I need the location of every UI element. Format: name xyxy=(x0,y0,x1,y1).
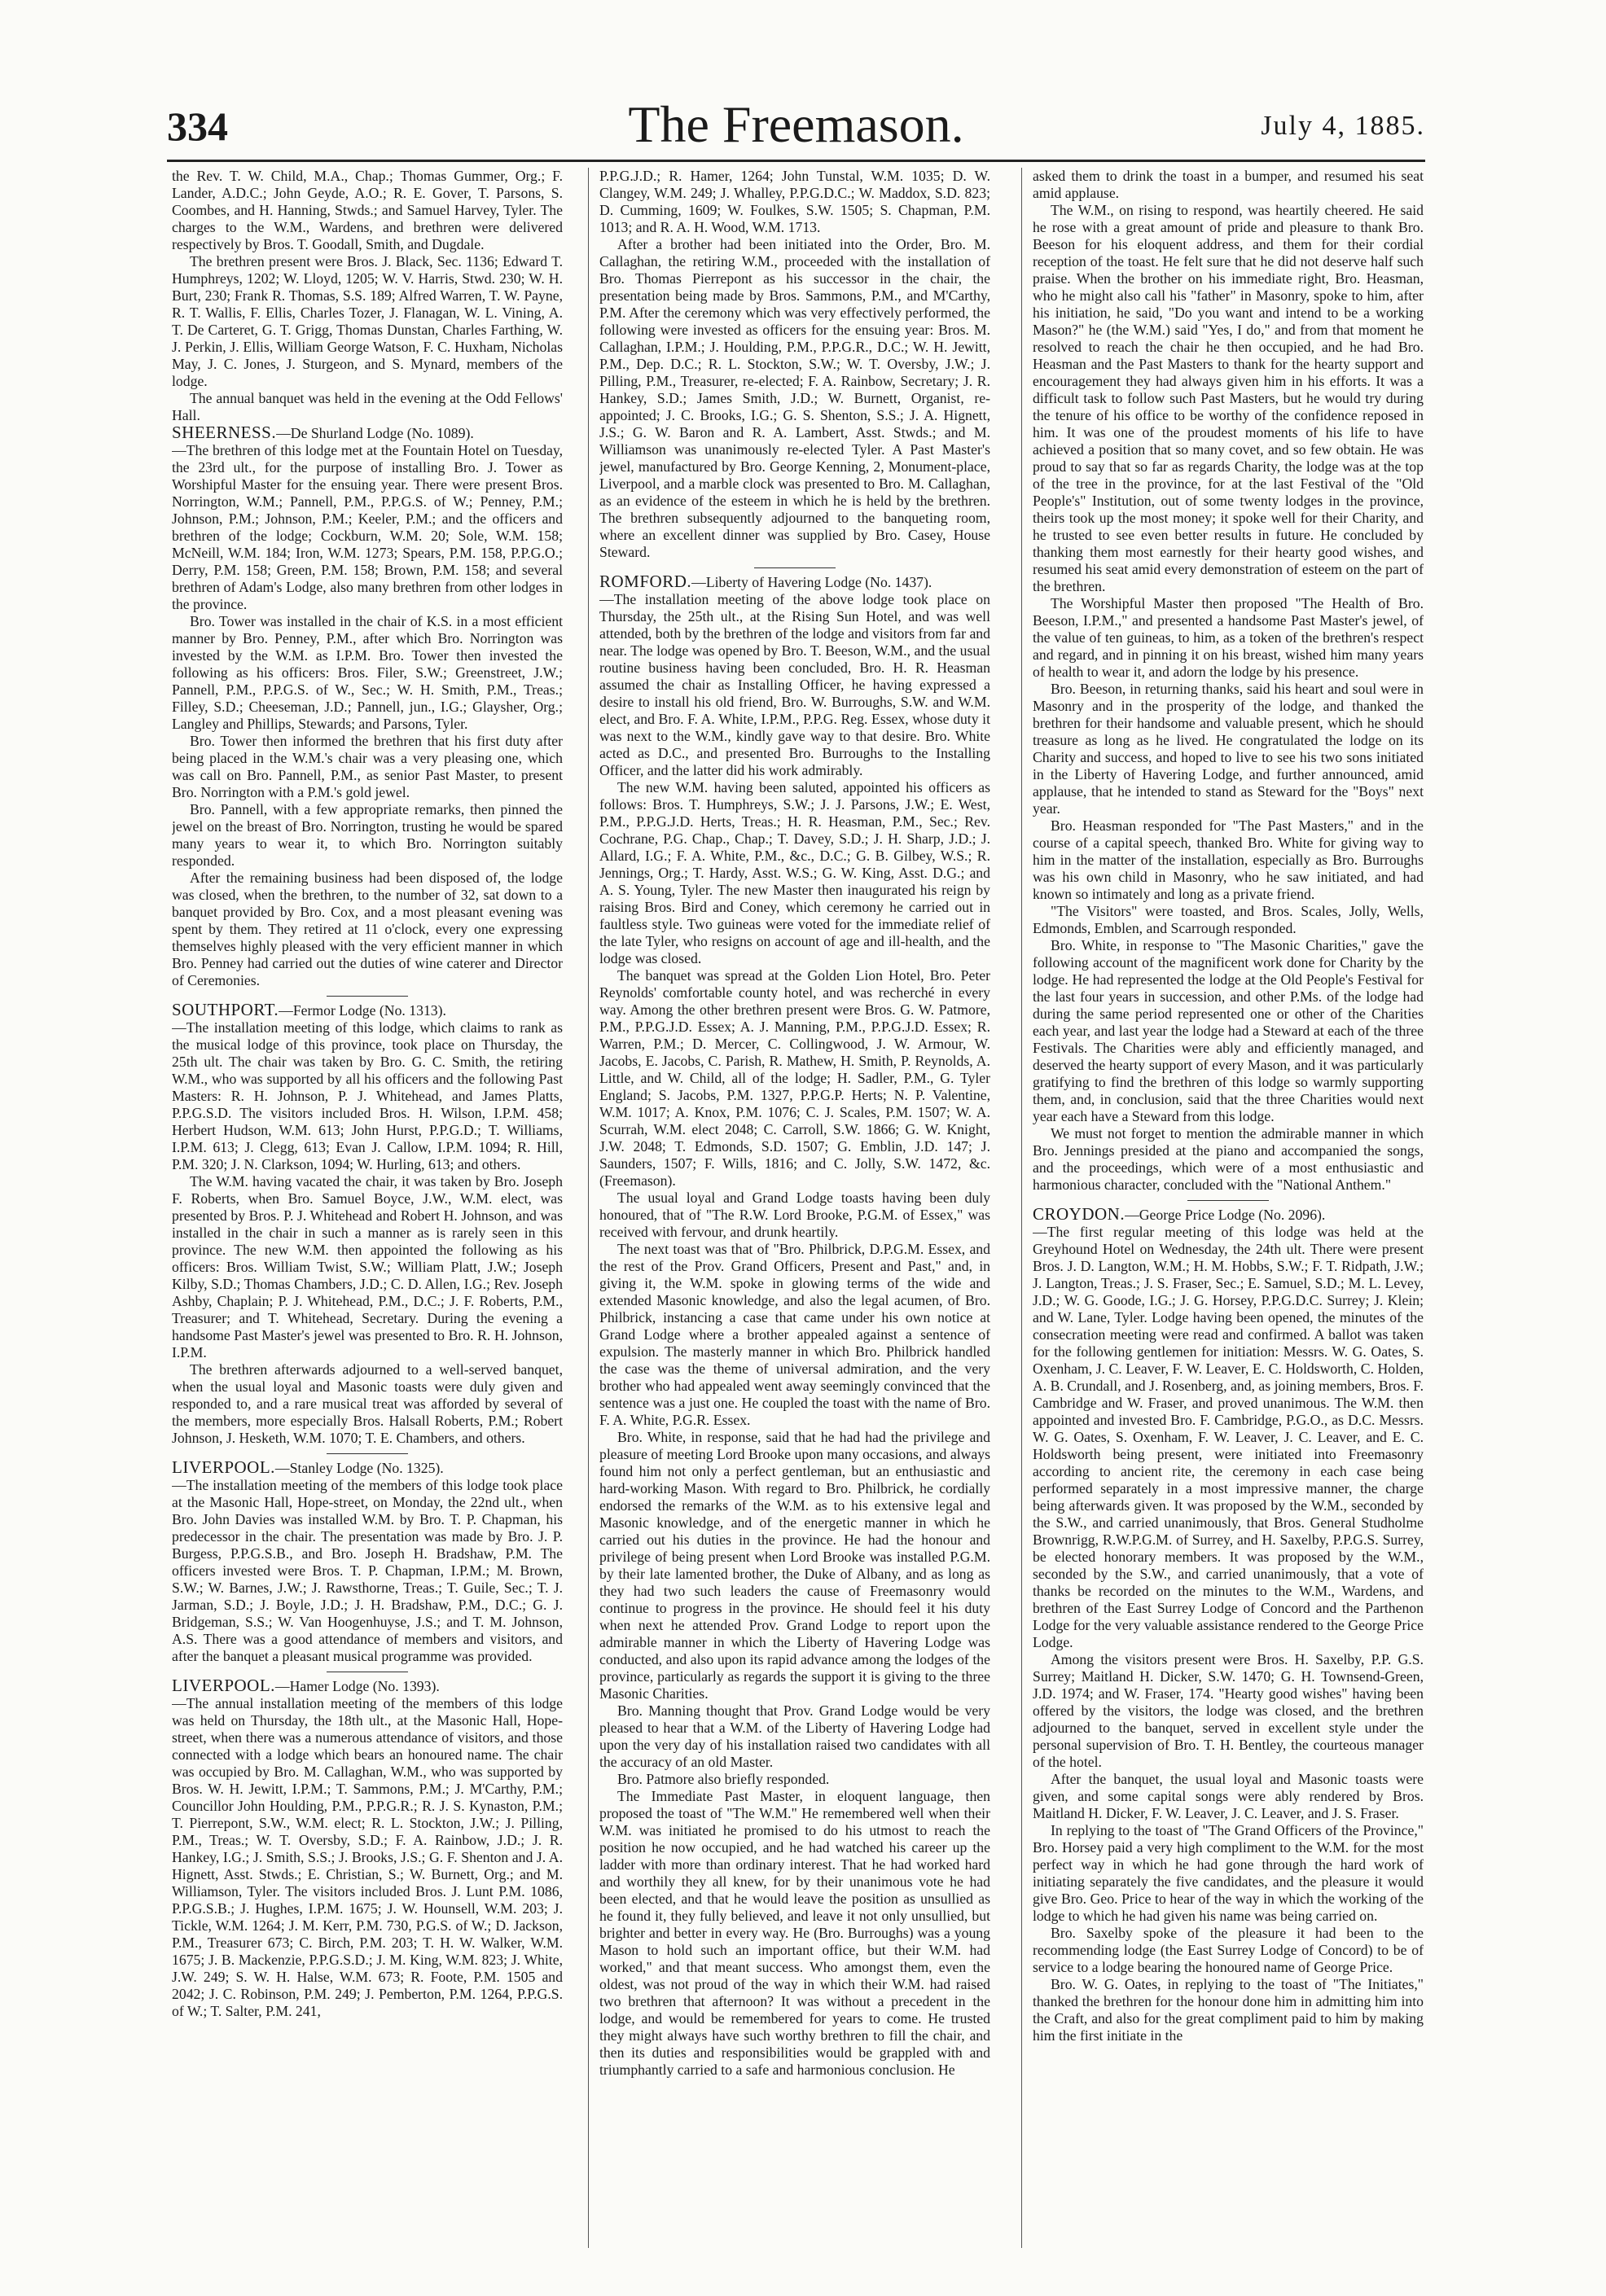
heading-lodge: —Liberty of Havering Lodge (No. 1437). xyxy=(691,574,932,590)
heading-lodge: —De Shurland Lodge (No. 1089). xyxy=(276,425,474,441)
newspaper-title: The Freemason. xyxy=(628,95,964,153)
article-paragraph: The W.M. having vacated the chair, it was taken by Bro. Joseph F. Roberts, when Bro. Samuel Boyce, J.W., W.M. elect, was presented by Bros. P. J. Whitehead and Robert H. Johnson, and was installed in the chair in such a manner as is rarely seen in this province. The new W.M. then appointed the following as his officers: Bros. William Twist, S.W.; William Platt, J.W.; Joseph Kilby, S.D.; Thomas Chambers, J.D.; C. D. Allen, I.G.; Rev. Joseph Ashby, Chaplain; P. J. Whitehead, P.M., D.C.; J. F. Roberts, P.M., Treasurer; and T. Whitehead, Secretary. During the evening a handsome Past Master's jewel was presented to Bro. R. H. Johnson, I.P.M. xyxy=(172,1173,563,1361)
lodge-report-heading xyxy=(1033,1206,1424,1224)
lodge-report-heading xyxy=(172,1459,563,1477)
article-paragraph: Bro. Patmore also briefly responded. xyxy=(617,1771,830,1787)
article-paragraph: The brethren present were Bros. J. Black, Sec. 1136; Edward T. Humphreys, 1202; W. Lloyd, 1205; W. V. Harris, Stwd. 230; W. H. Burt, 230; Frank R. Thomas, S.S. 189; Alfred Warren, T. W. Payne, R. T. Wallis, F. Ellis, Charles Tozer, J. Flanagan, W. L. Vining, A. T. De Carteret, G. T. Grigg, Thomas Dunstan, Charles Farthing, W. J. Perkin, J. Ellis, William George Watson, F. C. Huxham, Nicholas May, J. C. Jones, J. Sturgeon, and S. Mynard, members of the lodge. xyxy=(172,253,563,389)
article-paragraph: Bro. Saxelby spoke of the pleasure it had been to the recommending lodge (the East Surrey Lodge of Concord) to be of service to a lodge bearing the honoured name of George Price. xyxy=(1033,1925,1424,1975)
heading-town: LIVERPOOL. xyxy=(172,1676,275,1695)
article-paragraph: Bro. W. G. Oates, in replying to the toast of "The Initiates," thanked the brethren for the honour done him in admitting him into the Craft, and also for the great compliment paid to him by making him the first initiate in the xyxy=(1033,1976,1424,2044)
heading-town: SOUTHPORT. xyxy=(172,1000,279,1019)
issue-date: July 4, 1885. xyxy=(1261,111,1425,141)
article-paragraph: The annual banquet was held in the evening at the Odd Fellows' Hall. xyxy=(172,390,563,423)
lodge-report-heading xyxy=(172,1001,563,1019)
column-middle xyxy=(599,168,990,2252)
article-paragraph: Bro. Pannell, with a few appropriate remarks, then pinned the jewel on the breast of Bro. Norrington, trusting he would be spared many years to wear it, to which Bro. Norrington suitably responded. xyxy=(172,801,563,869)
article-paragraph: Bro. Beeson, in returning thanks, said his heart and soul were in Masonry and in the prosperity of the lodge, and thanked the brethren for their handsome and valuable present, which he should treasure as long as he lived. He congratulated the lodge on its Charity and success, and hoped to live to see his two sons initiated in the Liberty of Havering Lodge, and further announced, amid applause, that he intended to stand as Steward for the "Boys" next year. xyxy=(1033,681,1424,817)
article-paragraph: After the remaining business had been disposed of, the lodge was closed, when the brethren, to the number of 32, sat down to a banquet provided by Bro. Cox, and a most pleasant evening was spent by them. They retired at 11 o'clock, every one expressing themselves highly pleased with the very efficient manner in which Bro. Penney had carried out the duties of wine caterer and Director of Ceremonies. xyxy=(172,870,563,988)
article-paragraph: We must not forget to mention the admirable manner in which Bro. Jennings presided at the piano and accompanied the songs, and the proceedings, which were of a most enthusiastic and harmonious character, concluded with the "National Anthem." xyxy=(1033,1125,1424,1193)
article-paragraph: "The Visitors" were toasted, and Bros. Scales, Jolly, Wells, Edmonds, Emblen, and Scarrough responded. xyxy=(1033,903,1424,936)
heading-lodge: —Stanley Lodge (No. 1325). xyxy=(274,1460,444,1476)
column-divider xyxy=(1021,168,1022,2248)
article-paragraph: —The annual installation meeting of the members of this lodge was held on Thursday, the 18th ult., at the Masonic Hall, Hope-street, when there was a numerous attendance of visitors, and those connected with a lodge which bears an honoured name. The chair was occupied by Bro. M. Callaghan, W.M., who was supported by Bros. W. H. Jewitt, I.P.M.; T. Sammons, P.M.; J. M'Carthy, P.M.; Councillor John Houlding, P.M., P.P.G.R.; R. J. S. Kynaston, P.M.; T. Pierrepont, S.W., W.M. elect; R. L. Stockton, J.W.; J. Pilling, P.M., Treas.; W. T. Oversby, S.D.; F. A. Rainbow, J.D.; J. R. Hankey, I.G.; J. Smith, S.S.; J. Brooks, J.S.; G. F. Shenton and J. A. Hignett, Asst. Stwds.; E. Christian, S.; W. Burnett, Org.; and M. Williamson, Tyler. The visitors included Bros. J. Lunt P.M. 1086, P.P.G.S.B.; J. Hughes, I.P.M. 1675; J. W. Hounsell, W.M. 203; J. Tickle, W.M. 1264; J. M. Kerr, P.M. 730, P.G.S. of W.; D. Jackson, P.M., Treasurer 673; C. Birch, P.M. 203; T. H. W. Walker, W.M. 1675; J. B. Mackenzie, P.P.G.S.D.; J. M. King, W.M. 823; J. White, J.W. 249; S. W. H. Halse, W.M. 673; R. Foote, P.M. 1505 and 2042; J. C. Robinson, P.M. 249; J. Pemberton, P.M. 1264, P.P.G.S. of W.; T. Salter, P.M. 241, xyxy=(172,1695,563,2019)
lodge-report-heading xyxy=(599,573,990,591)
article-paragraph: Bro. White, in response, said that he had had the privilege and pleasure of meeting Lord Brooke upon many occasions, and always found him not only a perfect gentleman, but an enthusiastic and hard-working Mason. With regard to Bro. Philbrick, he cordially endorsed the remarks of the W.M. as to his extensive legal and Masonic knowledge, and of the energetic manner in which he carried out his duties in the province. He had the honour and privilege of being present when Lord Brooke was installed P.G.M. by their late lamented brother, the Duke of Albany, and as long as they had two such leaders the cause of Freemasonry would continue to progress in the province. He should feel it his duty when next he attended Prov. Grand Lodge to report upon the admirable manner in which the Liberty of Havering Lodge was conducted, and also upon its rapid advance among the lodges of the province, particularly as regards the support it is giving to the three Masonic Charities. xyxy=(599,1429,990,1702)
column-right xyxy=(1033,168,1424,2252)
article-paragraph: the Rev. T. W. Child, M.A., Chap.; Thomas Gummer, Org.; F. Lander, A.D.C.; John Geyde, A.O.; R. E. Gover, T. Parsons, S. Coombes, and H. Hanning, Stwds.; and Samuel Harvey, Tyler. The charges to the W.M., Wardens, and brethren were delivered respectively by Bros. T. Goodall, Smith, and Dugdale. xyxy=(172,168,563,252)
heading-lodge: —Hamer Lodge (No. 1393). xyxy=(274,1678,440,1694)
article-paragraph: —The first regular meeting of this lodge was held at the Greyhound Hotel on Wednesday, the 24th ult. There were present Bros. J. D. Langton, W.M.; H. M. Hobbs, S.W.; F. T. Ridpath, J.W.; J. Langton, Treas.; J. S. Fraser, Sec.; E. Samuel, S.D.; M. L. Levey, J.D.; W. G. Goode, I.G.; J. G. Horsey, P.P.G.D.C. Surrey; J. Klein; and W. Lane, Tyler. Lodge having been opened, the minutes of the consecration meeting were read and confirmed. A ballot was taken for the following gentlemen for initiation: Messrs. W. G. Oates, S. Oxenham, J. C. Leaver, F. W. Leaver, E. C. Holdsworth, C. Holden, A. B. Crundall, and J. Rosenberg, and, as joining members, Bros. F. Cambridge and W. Fraser, and proved unanimous. The W.M. then appointed and invested Bro. F. Cambridge, P.G.O., as D.C. Messrs. W. G. Oates, S. Oxenham, F. W. Leaver, J. C. Leaver, and E. C. Holdsworth being present, were initiated into Freemasonry according to ancient rite, the ceremony in each case being performed separately in a most impressive manner, the charge being afterwards given. It was proposed by the W.M., seconded by the S.W., and carried unanimously, that Bros. General Studholme Brownrigg, R.W.P.G.M. of Surrey, and H. Saxelby, P.P.G.S. Surrey, be elected honorary members. It was proposed by the W.M., seconded by the S.W., and carried unanimously, that a vote of thanks be recorded on the minutes to the W.M., Wardens, and brethren of the East Surrey Lodge of Concord and the Parthenon Lodge for the very valuable assistance rendered to the George Price Lodge. xyxy=(1033,1224,1424,1650)
lodge-report-heading xyxy=(172,424,563,442)
article-paragraph: —The installation meeting of this lodge, which claims to rank as the musical lodge of this province, took place on Thursday, the 25th ult. The chair was taken by Bro. G. C. Smith, the retiring W.M., who was supported by all his officers and the following Past Masters: R. H. Johnson, P. J. Whitehead, and James Platts, P.P.G.S.D. The visitors included Bros. H. Wilson, I.P.M. 458; Herbert Hudson, W.M. 613; John Hurst, P.P.G.D.; T. Williams, I.P.M. 613; J. Clegg, 613; Evan J. Callow, I.P.M. 1094; R. Hill, P.M. 320; J. N. Clarkson, 1094; W. Hurling, 613; and others. xyxy=(172,1019,563,1172)
article-paragraph: Bro. White, in response to "The Masonic Charities," gave the following account of the magnificent work done for Charity by the lodge. He had represented the lodge at the Old People's Festival for the last four years in succession, and other P.Ms. of the lodge had during the same period represented one or other of the Charities each year, and last year the lodge had a Steward at each of the three Festivals. The Charities were ably and efficiently managed, and deserved the hearty support of every Mason, and it was particularly gratifying to find the brethren of this lodge so warmly supporting them, and, in conclusion, said that the three Charities would next year each have a Steward from this lodge. xyxy=(1033,937,1424,1124)
article-paragraph: —The brethren of this lodge met at the Fountain Hotel on Tuesday, the 23rd ult., for the purpose of installing Bro. J. Tower as Worshipful Master for the ensuing year. There were present Bros. Norrington, W.M.; Pannell, P.M., P.P.G.S. of W.; Penney, P.M.; Johnson, P.M.; Johnson, P.M.; Keeler, P.M.; and the officers and brethren of the lodge; Cockburn, W.M. 20; Sole, W.M. 158; McNeill, W.M. 184; Iron, W.M. 1273; Spears, P.M. 158, P.P.G.O.; Derry, P.M. 158; Green, P.M. 158; Brown, P.M. 158; and several brethren of Adam's Lodge, also many brethren from other lodges in the province. xyxy=(172,442,563,612)
masthead-rule xyxy=(167,160,1425,162)
heading-lodge: —Fermor Lodge (No. 1313). xyxy=(279,1002,446,1019)
article-paragraph: The W.M., on rising to respond, was heartily cheered. He said he rose with a great amount of pride and pleasure to thank Bro. Beeson for his eloquent address, and them for their cordial reception of the toast. He felt sure that he did not deserve half such praise. When the brother on his immediate right, Bro. Heasman, who he might also call his "father" in Masonry, spoke to him, after his initiation, he said, "Do you want and intend to be a working Mason?" he (the W.M.) said "Yes, I do," and from that moment he resolved to reach the chair he then occupied, and he had Bro. Heasman and the Past Masters to thank for the hearty support and encouragement they had always given him in his efforts. It was a difficult task to follow such Past Masters, but he would try during the tenure of his office to be worthy of the confidence reposed in him. It was one of the proudest moments of his life to have achieved a position that so many covet, and so few obtain. He was proud to say that so far as regards Charity, the lodge was at the top of the tree in the province, for at the last Festival of the "Old People's" Institution, out of some twenty lodges in the province, theirs took up the most money; it spoke well for their Charity, and he trusted to see even better results in future. He concluded by thanking them most earnestly for their hearty good wishes, and resumed his seat amid every demonstration of esteem on the part of the brethren. xyxy=(1033,202,1424,594)
page-number: 334 xyxy=(167,103,228,149)
article-paragraph: The Immediate Past Master, in eloquent language, then proposed the toast of "The W.M." He remembered well when their W.M. was initiated he promised to do his utmost to reach the position he now occupied, and he had watched his career up the ladder with more than ordinary interest. That he had worked hard and worthily they all knew, for by their unanimous vote he had been elected, and that he would leave the position as unsullied as he found it, they fully believed, and leave it not only unsullied, but brighter and better in every way. He (Bro. Burroughs) was a young Mason to hold such an important office, but their W.M. had worked," and that meant success. Who amongst them, even the oldest, was not proud of the way in which their W.M. had raised two brethren that afternoon? It was without a precedent in the lodge, and would be remembered for years to come. He trusted they might always have such worthy brethren to fill the chair, and then its duties and responsibilities would be grappled with and triumphantly carried to a safe and harmonious conclusion. He xyxy=(599,1788,990,2078)
heading-town: CROYDON. xyxy=(1033,1204,1126,1224)
article-paragraph: —The installation meeting of the above lodge took place on Thursday, the 25th ult., at the Rising Sun Hotel, and was well attended, both by the brethren of the lodge and visitors from far and near. The lodge was opened by Bro. T. Beeson, W.M., and the usual routine business having been concluded, Bro. H. R. Heasman assumed the chair as Installing Officer, he having expressed a desire to install his old friend, Bro. W. Burroughs, S.W. and W.M. elect, and Bro. F. A. White, I.P.M., P.P.G. Reg. Essex, whose duty it was next to the W.M., kindly gave way to that desire. Bro. White acted as D.C., and presented Bro. Burroughs to the Installing Officer, and the latter did his work admirably. xyxy=(599,591,990,778)
article-paragraph: The usual loyal and Grand Lodge toasts having been duly honoured, that of "The R.W. Lord Brooke, P.G.M. of Essex," was received with fervour, and drunk heartily. xyxy=(599,1190,990,1240)
section-separator xyxy=(754,567,836,568)
article-paragraph: Among the visitors present were Bros. H. Saxelby, P.P. G.S. Surrey; Maitland H. Dicker, S.W. 1470; G. H. Townsend-Green, J.D. 1974; and W. Fraser, 174. "Hearty good wishes" having been offered by the visitors, the lodge was closed, and the brethren adjourned to the banquet, served in excellent style under the personal supervision of Bro. T. H. Bentley, the courteous manager of the hotel. xyxy=(1033,1651,1424,1770)
article-paragraph: Bro. Tower then informed the brethren that his first duty after being placed in the W.M.'s chair was a very pleasing one, which was call on Bro. Pannell, P.M., as senior Past Master, to present Bro. Norrington with a P.M.'s gold jewel. xyxy=(172,733,563,800)
article-paragraph: Bro. Tower was installed in the chair of K.S. in a most efficient manner by Bro. Penney, P.M., after which Bro. Norrington was invested by the W.M. as I.P.M. Bro. Tower then invested the following as his officers: Bros. Filer, S.W.; Greenstreet, J.W.; Pannell, P.M., P.P.G.S. of W., Sec.; W. H. Smith, P.M., Treas.; Filley, S.D.; Cheeseman, J.D.; Pannell, jun., I.G.; Glaysher, Org.; Langley and Phillips, Stewards; and Parsons, Tyler. xyxy=(172,613,563,732)
column-left xyxy=(172,168,563,2252)
article-paragraph: In replying to the toast of "The Grand Officers of the Province," Bro. Horsey paid a very high compliment to the W.M. for the most perfect way in which he had gone through the hard work of initiating separately the five candidates, and the pleasure it would give Bro. Geo. Price to hear of the way in which the working of the lodge to which he had given his name was being carried on. xyxy=(1033,1822,1424,1924)
article-paragraph: Bro. Manning thought that Prov. Grand Lodge would be very pleased to hear that a W.M. of the Liberty of Havering Lodge had upon the very day of his installation raised two candidates with all the accuracy of an old Master. xyxy=(599,1702,990,1770)
article-paragraph: The new W.M. having been saluted, appointed his officers as follows: Bros. T. Humphreys, S.W.; J. J. Parsons, J.W.; E. West, P.M., P.P.G.J.D. Herts, Treas.; H. R. Heasman, P.M., Sec.; Rev. Cochrane, P.G. Chap., Chap.; T. Davey, S.D.; J. H. Sharp, J.D.; J. Allard, I.G.; F. A. White, P.M., &c., D.C.; G. B. Gilbey, W.S.; R. Jennings, Org.; T. Hardy, Asst. W.S.; G. W. King, Asst. D.G.; and A. S. Young, Tyler. The new Master then inaugurated his reign by raising Bros. Bird and Coney, which ceremony he carried out in faultless style. Two guineas were voted for the immediate relief of the late Tyler, who resigns on account of age and ill-health, and the lodge was closed. xyxy=(599,779,990,966)
article-paragraph: —The installation meeting of the members of this lodge took place at the Masonic Hall, Hope-street, on Monday, the 22nd ult., when Bro. John Davies was installed W.M. by Bro. T. P. Chapman, his predecessor in the chair. The presentation was made by Bro. J. P. Burgess, P.P.G.S.B., and Bro. Joseph H. Bradshaw, P.M. The officers invested were Bros. T. P. Chapman, I.P.M.; M. Brown, S.W.; W. Barnes, J.W.; J. Rawsthorne, Treas.; T. Guile, Sec.; T. J. Jarman, S.D.; J. Boyle, J.D.; J. H. Bradshaw, P.M., D.C.; G. J. Bridgeman, S.S.; W. Van Hoogenhuyse, J.S.; and T. M. Johnson, A.S. There was a good attendance of members and visitors, and after the banquet a pleasant musical programme was provided. xyxy=(172,1477,563,1664)
article-paragraph: The next toast was that of "Bro. Philbrick, D.P.G.M. Essex, and the rest of the Prov. Grand Officers, Present and Past," and, in giving it, the W.M. spoke in glowing terms of the wide and extended Masonic knowledge, and also the legal acumen, of Bro. Philbrick, instancing a case that came under his own notice at Grand Lodge where a brother appealed against a sentence of expulsion. The masterly manner in which Bro. Philbrick handled the case was the theme of universal admiration, and the very brother who had appealed went away seemingly convinced that the sentence was a just one. He coupled the toast with the name of Bro. F. A. White, P.G.R. Essex. xyxy=(599,1241,990,1428)
section-separator xyxy=(327,1453,408,1454)
article-paragraph: The brethren afterwards adjourned to a well-served banquet, when the usual loyal and Masonic toasts were duly given and responded to, and a rare musical treat was afforded by several of the members, more especially Bros. Halsall Roberts, P.M.; Robert Johnson, J. Hesketh, W.M. 1070; T. E. Chambers, and others. xyxy=(172,1361,563,1446)
article-paragraph: asked them to drink the toast in a bumper, and resumed his seat amid applause. xyxy=(1033,168,1424,201)
section-separator xyxy=(1187,1200,1269,1201)
heading-town: LIVERPOOL. xyxy=(172,1457,275,1477)
article-paragraph: After the banquet, the usual loyal and Masonic toasts were given, and some capital songs were ably rendered by Bros. Maitland H. Dicker, F. W. Leaver, J. C. Leaver, and J. S. Fraser. xyxy=(1033,1771,1424,1821)
heading-town: ROMFORD. xyxy=(599,572,692,591)
article-paragraph: P.P.G.J.D.; R. Hamer, 1264; John Tunstal, W.M. 1035; D. W. Clangey, W.M. 249; J. Whalley, P.P.G.D.C.; W. Maddox, S.D. 823; D. Cumming, 1609; W. Foulkes, S.W. 1505; S. Chapman, P.M. 1013; and R. A. H. Wood, W.M. 1713. xyxy=(599,168,990,235)
article-paragraph: After a brother had been initiated into the Order, Bro. M. Callaghan, the retiring W.M., proceeded with the installation of Bro. Thomas Pierrepont as his successor in the chair, the presentation being made by Bros. Sammons, P.M., and M'Carthy, P.M. After the ceremony which was very effectively performed, the following were invested as officers for the ensuing year: Bros. M. Callaghan, I.P.M.; J. Houlding, P.M., P.P.G.R., D.C.; W. H. Jewitt, P.M., Dep. D.C.; R. L. Stockton, S.W.; W. T. Oversby, J.W.; J. Pilling, P.M., Treasurer, re-elected; F. A. Rainbow, Secretary; J. R. Hankey, S.D.; James Smith, J.D.; W. Burnett, Organist, re-appointed; J. C. Brooks, I.G.; G. S. Shenton, S.S.; J. A. Hignett, J.S.; G. W. Baron and R. A. Lambert, Asst. Stwds.; and M. Williamson was unanimously re-elected Tyler. A Past Master's jewel, manufactured by Bro. George Kenning, 2, Monument-place, Liverpool, and a marble clock was presented to Bro. M. Callaghan, as an evidence of the esteem in which he is held by the brethren. The brethren subsequently adjourned to the banqueting room, where an excellent dinner was supplied by Bro. Casey, House Steward. xyxy=(599,236,990,560)
masthead xyxy=(167,95,1425,153)
heading-town: SHEERNESS. xyxy=(172,423,277,442)
heading-lodge: —George Price Lodge (No. 2096). xyxy=(1125,1207,1326,1223)
lodge-report-heading xyxy=(172,1677,563,1695)
article-paragraph: Bro. Heasman responded for "The Past Masters," and in the course of a capital speech, thanked Bro. White for giving way to him in the matter of the installation, especially as Bro. Burroughs was his own child in Masonry, who he saw initiated, and had known so intimately and long as a private friend. xyxy=(1033,817,1424,902)
section-separator xyxy=(327,996,408,997)
article-paragraph: The banquet was spread at the Golden Lion Hotel, Bro. Peter Reynolds' comfortable county hotel, and was recherché in every way. Among the other brethren present were Bros. G. W. Patmore, P.M., P.P.G.J.D. Essex; A. J. Manning, P.M., P.P.G.J.D. Essex; R. Warren, P.M.; D. Mercer, C. Collingwood, J. W. Armour, W. Jacobs, E. Jacobs, C. Parish, R. Mathew, H. Smith, P. Reynolds, A. Little, and W. Child, all of the lodge; H. Sadler, P.M., G. Tyler England; S. Jacobs, P.M. 1327, P.P.G.P. Herts; N. P. Valentine, W.M. 1017; A. Knox, P.M. 1076; C. J. Scales, P.M. 1507; W. A. Scurrah, W.M. elect 2048; C. Carroll, S.W. 1866; G. W. Knight, J.W. 2048; T. Edmonds, S.D. 1507; G. Emblin, J.D. 147; J. Saunders, 1507; F. Wills, 1816; and C. Jolly, S.W. 1472, &c. (Freemason). xyxy=(599,967,990,1189)
article-paragraph: The Worshipful Master then proposed "The Health of Bro. Beeson, I.P.M.," and presented a handsome Past Master's jewel, of the value of ten guineas, to him, as a token of the brethren's respect and regard, and in pinning it on his breast, wished him many years of health to wear it, and adorn the lodge by his presence. xyxy=(1033,595,1424,680)
column-divider xyxy=(588,168,589,2248)
